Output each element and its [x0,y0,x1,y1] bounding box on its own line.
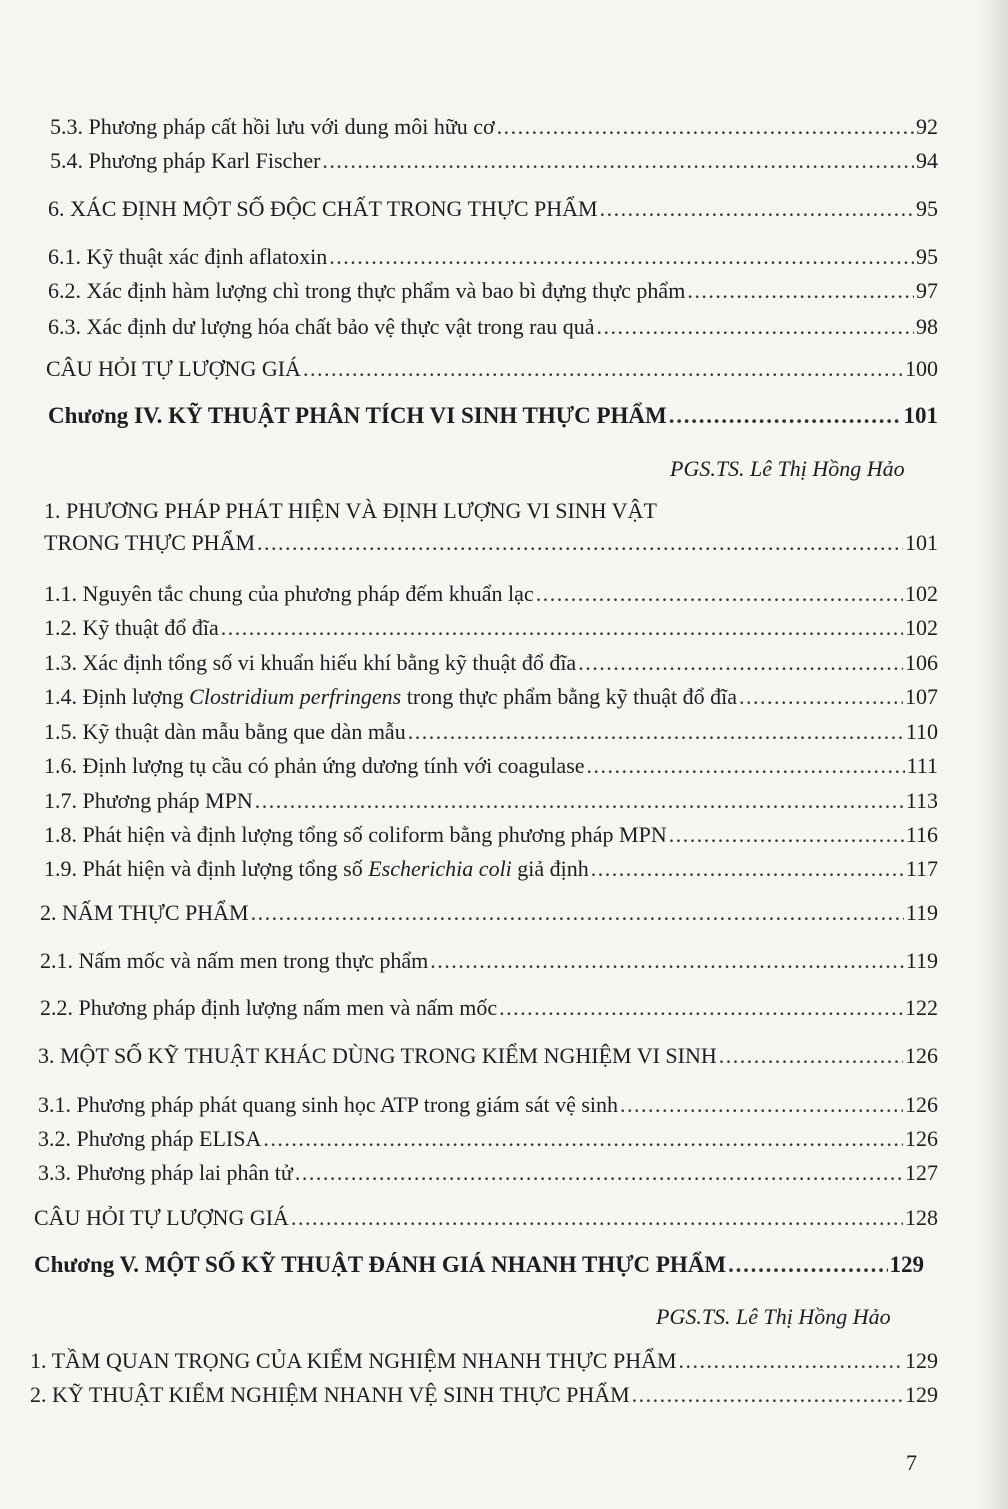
toc-entry: CÂU HỎI TỰ LƯỢNG GIÁ . . . 100 [46,356,938,382]
toc-entry: 2.2. Phương pháp định lượng nấm men và nấm mốc . . . 122 [40,995,938,1021]
toc-entry: TRONG THỰC PHẨM . . . 101 [44,530,938,556]
toc-entry: 1.6. Định lượng tụ cầu có phản ứng dương tính với coagulase . . . 111 [44,753,938,779]
toc-entry: 3.1. Phương pháp phát quang sinh học ATP trong giám sát vệ sinh . . . 126 [38,1092,938,1118]
toc-entry: 6.3. Xác định dư lượng hóa chất bảo vệ thực vật trong rau quả . . . 98 [48,314,938,340]
toc-entry: 5.3. Phương pháp cất hồi lưu với dung môi hữu cơ . . . 92 [50,114,938,140]
page-edge-shadow [978,0,1008,1509]
toc-entry: 1.8. Phát hiện và định lượng tổng số coliform bằng phương pháp MPN . . . 116 [44,822,938,848]
toc-entry: 1.9. Phát hiện và định lượng tổng số Escherichia coli giả định . . . 117 [44,856,938,882]
toc-entry: 1.2. Kỹ thuật đổ đĩa . . . 102 [44,615,938,641]
toc-entry: 2. NẤM THỰC PHẨM . . . 119 [40,900,938,926]
toc-entry: 3.3. Phương pháp lai phân tử . . . 127 [38,1160,938,1186]
section-heading-line1: 1. PHƯƠNG PHÁP PHÁT HIỆN VÀ ĐỊNH LƯỢNG VI SINH VẬT [44,498,657,523]
toc-entry: CÂU HỎI TỰ LƯỢNG GIÁ . . . 128 [34,1205,938,1231]
species-name: Clostridium perfringens [189,684,402,709]
author: PGS.TS. Lê Thị Hồng Hảo [670,456,905,481]
page-number: 7 [906,1450,917,1475]
toc-entry: 1.4. Định lượng Clostridium perfringens trong thực phẩm bằng kỹ thuật đổ đĩa . . . 107 [44,684,938,710]
toc-entry: 2. KỸ THUẬT KIỂM NGHIỆM NHANH VỆ SINH THỰC PHẨM . . . 129 [30,1382,938,1408]
toc-entry: 1.3. Xác định tổng số vi khuẩn hiếu khí bằng kỹ thuật đổ đĩa . . . 106 [44,650,938,676]
toc-entry: 5.4. Phương pháp Karl Fischer . . . 94 [50,148,938,174]
toc-entry: 2.1. Nấm mốc và nấm men trong thực phẩm . . . 119 [40,948,938,974]
toc-entry: 1.5. Kỹ thuật dàn mẫu bằng que dàn mẫu . . . 110 [44,719,938,745]
species-name: Escherichia coli [368,856,512,881]
toc-entry: 3. MỘT SỐ KỸ THUẬT KHÁC DÙNG TRONG KIỂM NGHIỆM VI SINH . . . 126 [38,1043,938,1069]
toc-entry: 1.7. Phương pháp MPN . . . 113 [44,788,938,814]
toc-entry: 6. XÁC ĐỊNH MỘT SỐ ĐỘC CHẤT TRONG THỰC PHẨM . . . 95 [48,196,938,222]
toc-entry: 1. TẦM QUAN TRỌNG CỦA KIỂM NGHIỆM NHANH THỰC PHẨM . . . 129 [30,1348,938,1374]
toc-entry: 6.1. Kỹ thuật xác định aflatoxin . . . 95 [48,244,938,270]
toc-entry: 6.2. Xác định hàm lượng chì trong thực phẩm và bao bì đựng thực phẩm . . . 97 [48,278,938,304]
chapter-heading: Chương IV. KỸ THUẬT PHÂN TÍCH VI SINH THỰC PHẨM . . . 101 [48,403,938,429]
toc-entry: 3.2. Phương pháp ELISA . . . 126 [38,1126,938,1152]
chapter-heading: Chương V. MỘT SỐ KỸ THUẬT ĐÁNH GIÁ NHANH THỰC PHẨM . . . 129 [34,1252,924,1278]
toc-entry: 1.1. Nguyên tắc chung của phương pháp đếm khuẩn lạc . . . 102 [44,581,938,607]
author: PGS.TS. Lê Thị Hồng Hảo [656,1304,891,1329]
